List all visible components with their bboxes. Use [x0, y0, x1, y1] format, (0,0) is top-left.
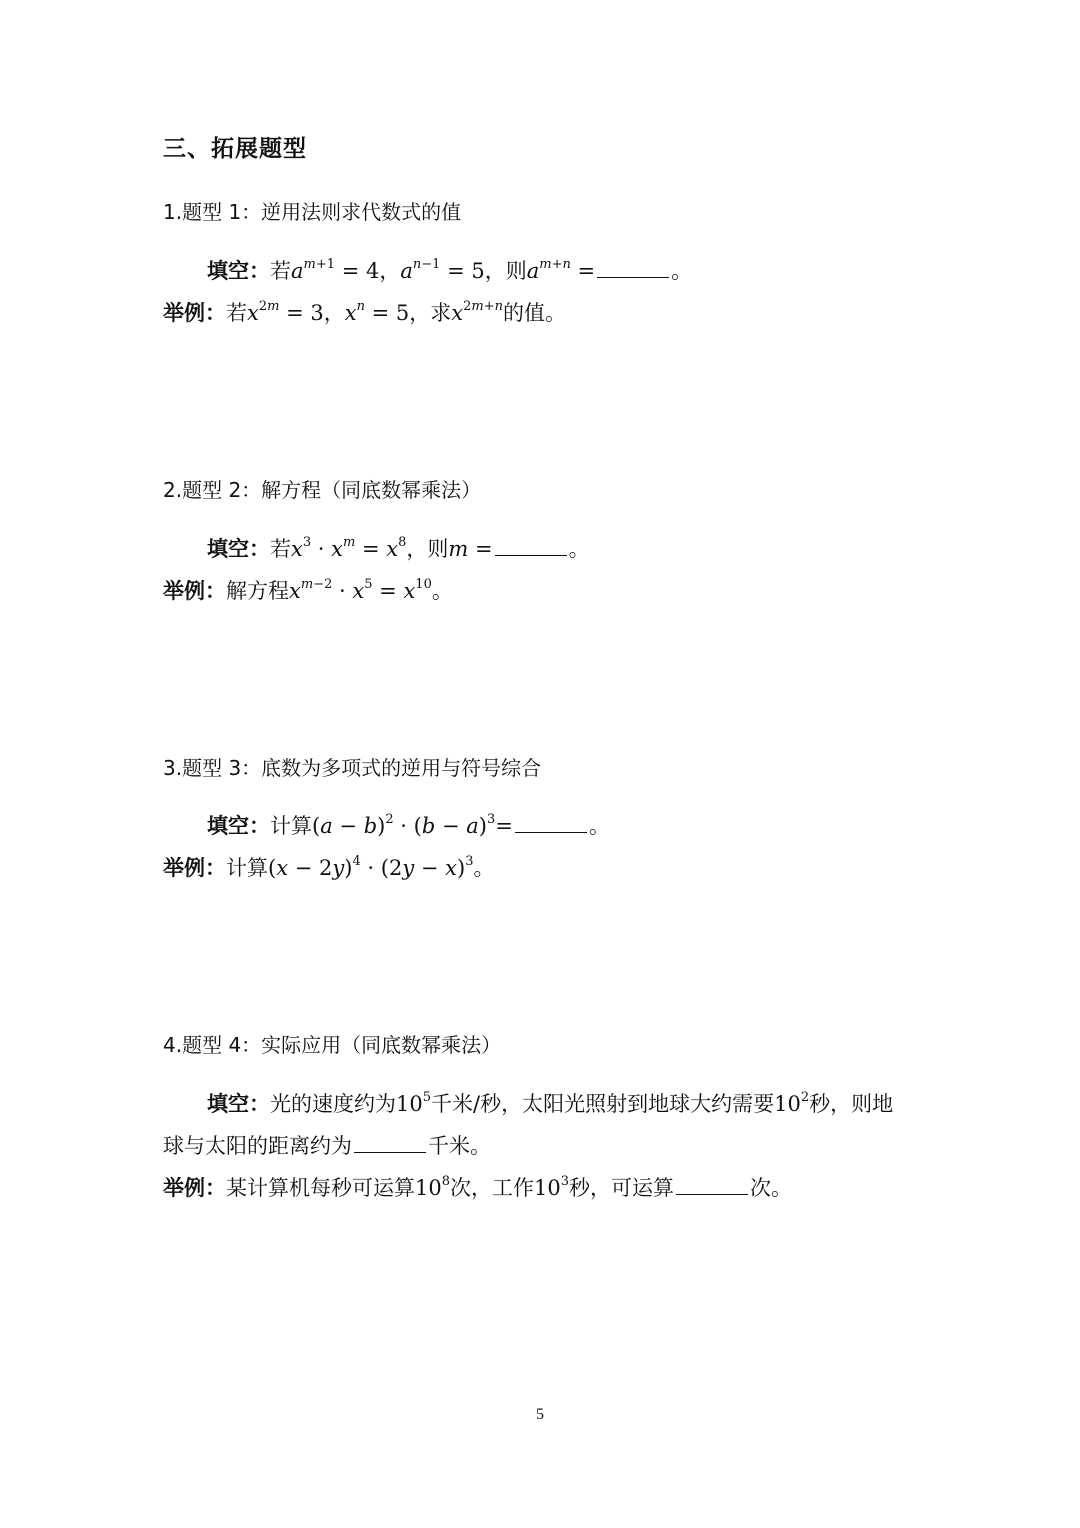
- q3-fill: 填空：计算$(a - b)^2 \cdot (b - a)^3=$ 。: [207, 812, 610, 838]
- text: 光的速度约为: [270, 1092, 396, 1116]
- q1-fill: 填空：若$a^{m+1} = 4$，$a^{n-1} = 5$，则$a^{m+n}$ = 。: [207, 257, 693, 283]
- text: 解方程: [226, 579, 289, 603]
- fill-label: 填空：: [207, 259, 270, 283]
- q2-example: 举例：解方程$x^{m-2} \cdot x^5 = x^{10}$。: [163, 577, 453, 603]
- text: ，: [323, 301, 345, 325]
- text: 秒，则地: [809, 1092, 894, 1116]
- text: 秒，可运算: [569, 1176, 675, 1200]
- answer-blank: [354, 1151, 426, 1153]
- q1-heading: 1.题型 1：逆用法则求代数式的值: [163, 200, 462, 224]
- example-label: 举例：: [163, 856, 226, 880]
- fill-label: 填空：: [207, 814, 270, 838]
- q4-heading: 4.题型 4：实际应用（同底数幂乘法）: [163, 1033, 502, 1057]
- text: ，则: [406, 537, 449, 561]
- text: 千米。: [428, 1134, 491, 1158]
- text: 计算: [226, 856, 268, 880]
- answer-blank: [676, 1193, 748, 1195]
- text: 若: [226, 301, 247, 325]
- q4-example: 举例：某计算机每秒可运算$10^8$次，工作$10^3$秒，可运算 次。: [163, 1174, 793, 1200]
- page-number: 5: [536, 1406, 544, 1423]
- text: 计算: [270, 814, 312, 838]
- section-title: 三、拓展题型: [163, 136, 307, 162]
- q3-example: 举例：计算$(x - 2y)^4 \cdot (2y - x)^3$。: [163, 854, 495, 880]
- text: 次，工作: [450, 1176, 535, 1200]
- text: 某计算机每秒可运算: [226, 1176, 415, 1200]
- text: 的值。: [503, 301, 567, 325]
- text: 。: [568, 537, 590, 561]
- q2-heading: 2.题型 2：解方程（同底数幂乘法）: [163, 478, 482, 502]
- text: 若: [270, 259, 291, 283]
- text: 。: [671, 259, 693, 283]
- q4-fill-continued: [163, 1130, 491, 1160]
- q3-heading: 3.题型 3：底数为多项式的逆用与符号综合: [163, 756, 542, 780]
- fill-label: 填空：: [207, 1092, 270, 1116]
- text: 。: [431, 579, 453, 603]
- text: ，则: [484, 259, 527, 283]
- answer-blank: [597, 276, 669, 278]
- text: 次。: [750, 1176, 793, 1200]
- text: 千米/秒，太阳光照射到地球大约需要: [431, 1092, 775, 1116]
- q2-fill: 填空：若$x^3 \cdot x^m = x^8$，则m = 。: [207, 535, 590, 561]
- text: 球与太阳的距离约为: [163, 1134, 352, 1158]
- answer-blank: [515, 831, 587, 833]
- text: ，求: [409, 301, 452, 325]
- example-label: 举例：: [163, 579, 226, 603]
- answer-blank: [495, 554, 567, 556]
- example-label: 举例：: [163, 301, 226, 325]
- fill-label: 填空：: [207, 537, 270, 561]
- q4-fill: 填空：光的速度约为$10^5$千米/秒，太阳光照射到地球大约需要$10^2$秒，则地: [207, 1090, 894, 1116]
- text: 若: [270, 537, 291, 561]
- q1-example: 举例：若$x^{2m} = 3$，$x^n = 5$，求$x^{2m+n}$的值。: [163, 299, 567, 325]
- text: 。: [473, 856, 495, 880]
- text: 。: [588, 814, 610, 838]
- text: ，: [379, 259, 401, 283]
- example-label: 举例：: [163, 1176, 226, 1200]
